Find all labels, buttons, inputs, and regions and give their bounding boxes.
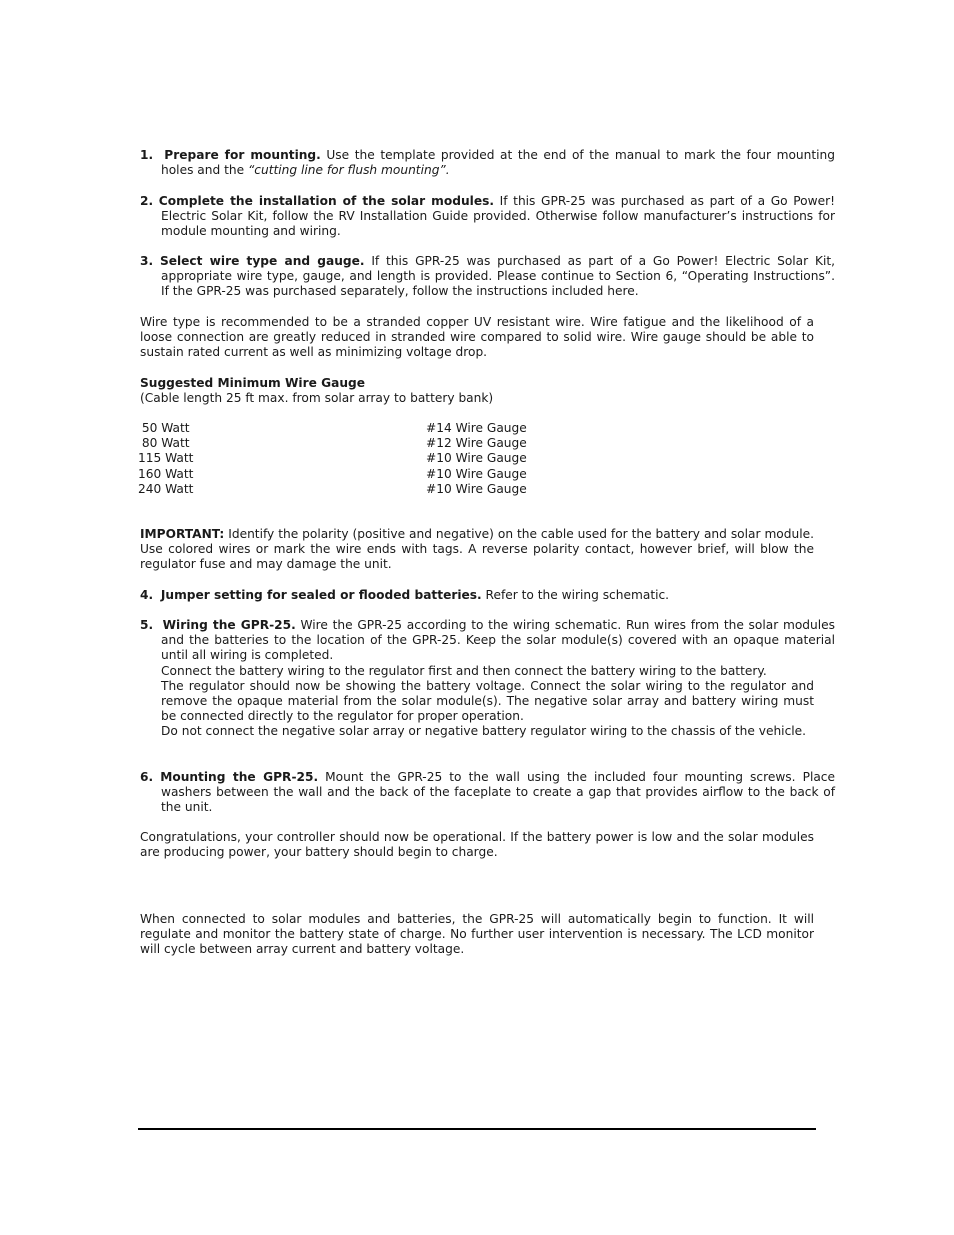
step-title: Mounting the GPR-25. <box>160 770 319 784</box>
step-text: If this GPR-25 was purchased as part of a Go Power! Electric Solar Kit, appropriate wire type, gauge, and length is provided. Please continue to Section 6, “Operating Instructions”. If the GPR-25 was purchased separately, follow the instructions included here. <box>161 254 835 299</box>
table-row <box>138 467 638 482</box>
step-text-emphasis: “cutting line for flush mounting”. <box>247 163 450 178</box>
watt-cell: 80 Watt <box>138 436 190 450</box>
watt-cell: 50 Watt <box>138 421 190 435</box>
watt-cell: 115 Watt <box>138 451 194 465</box>
gauge-table-heading-block <box>140 376 814 406</box>
step-4-jumper-setting <box>140 588 835 603</box>
gauge-cell: #14 Wire Gauge <box>426 421 527 435</box>
congratulations-paragraph: Congratulations, your controller should now be operational. If the battery power is low and the solar modules are producing power, your battery should begin to charge. <box>140 830 814 860</box>
gauge-cell: #10 Wire Gauge <box>426 482 527 496</box>
step-5-wiring <box>140 618 835 664</box>
step-text: Use the template provided at the end of the manual to mark the four mounting holes and the <box>161 148 835 178</box>
step-title: Select wire type and gauge. <box>159 254 365 268</box>
step-5-line-2: Connect the battery wiring to the regulator first and then connect the battery wiring to the battery. <box>161 664 767 678</box>
step-number: 5. <box>140 618 154 632</box>
step-text: Wire the GPR-25 according to the wiring schematic. Run wires from the solar modules and the batteries to the location of the GPR-25. Keep the solar module(s) covered with an opaque material until all wiring is completed. <box>161 618 835 663</box>
gauge-table-heading: Suggested Minimum Wire Gauge <box>140 376 365 390</box>
wire-type-paragraph: Wire type is recommended to be a stranded copper UV resistant wire. Wire fatigue and the likelihood of a loose connection are greatly reduced in stranded wire compared to solid wire. Wire gauge should be able to sustain rated current as well as minimizing voltage drop. <box>140 315 814 360</box>
important-text: Identify the polarity (positive and negative) on the cable used for the battery and solar module. Use colored wires or mark the wire ends with tags. A reverse polarity contact, however brief, will blow the regulator fuse and may damage the unit. <box>140 527 814 572</box>
step-number: 1. <box>140 148 154 162</box>
step-number: 6. <box>140 770 154 784</box>
step-title: Prepare for mounting. <box>164 148 321 162</box>
watt-cell: 160 Watt <box>138 467 194 481</box>
table-row <box>138 482 638 497</box>
gauge-table-subheading: (Cable length 25 ft max. from solar array to battery bank) <box>140 391 494 406</box>
footer-rule <box>138 1128 816 1130</box>
step-5-line-4: Do not connect the negative solar array or negative battery regulator wiring to the chassis of the vehicle. <box>161 724 807 738</box>
step-2-install-solar-modules <box>140 194 835 240</box>
step-6-mounting <box>140 770 835 816</box>
step-text: If this GPR-25 was purchased as part of a Go Power! Electric Solar Kit, follow the RV Installation Guide provided. Otherwise follow manufacturer’s instructions for module mounting and wiring. <box>161 194 836 239</box>
step-title: Wiring the GPR-25. <box>162 618 296 632</box>
step-number: 2. <box>140 194 154 208</box>
step-title: Complete the installation of the solar modules. <box>158 194 494 208</box>
important-note <box>140 527 814 573</box>
step-text: Mount the GPR-25 to the wall using the included four mounting screws. Place washers between the wall and the back of the faceplate to create a gap that provides airflow to the back of the unit. <box>161 770 835 815</box>
step-text: Refer to the wiring schematic. <box>481 588 670 602</box>
step-1-prepare-mounting <box>140 148 835 178</box>
important-label: IMPORTANT: <box>140 527 225 541</box>
table-row <box>138 451 638 466</box>
step-number: 4. <box>140 588 154 602</box>
gauge-cell: #10 Wire Gauge <box>426 451 527 465</box>
operation-paragraph: When connected to solar modules and batteries, the GPR-25 will automatically begin to function. It will regulate and monitor the battery state of charge. No further user intervention is necessary. The LCD monitor will cycle between array current and battery voltage. <box>140 912 814 957</box>
gauge-cell: #10 Wire Gauge <box>426 467 527 481</box>
step-5-line-3: The regulator should now be showing the battery voltage. Connect the solar wiring to the regulator and remove the opaque material from the solar module(s). The negative solar array and battery wiring must be connected directly to the regulator for proper operation. <box>161 679 814 724</box>
step-number: 3. <box>140 254 154 268</box>
table-row <box>138 421 638 436</box>
table-row <box>138 436 638 451</box>
step-title: Jumper setting for sealed or flooded batteries. <box>160 588 482 602</box>
step-3-select-wire <box>140 254 835 300</box>
watt-cell: 240 Watt <box>138 482 194 496</box>
gauge-cell: #12 Wire Gauge <box>426 436 527 450</box>
